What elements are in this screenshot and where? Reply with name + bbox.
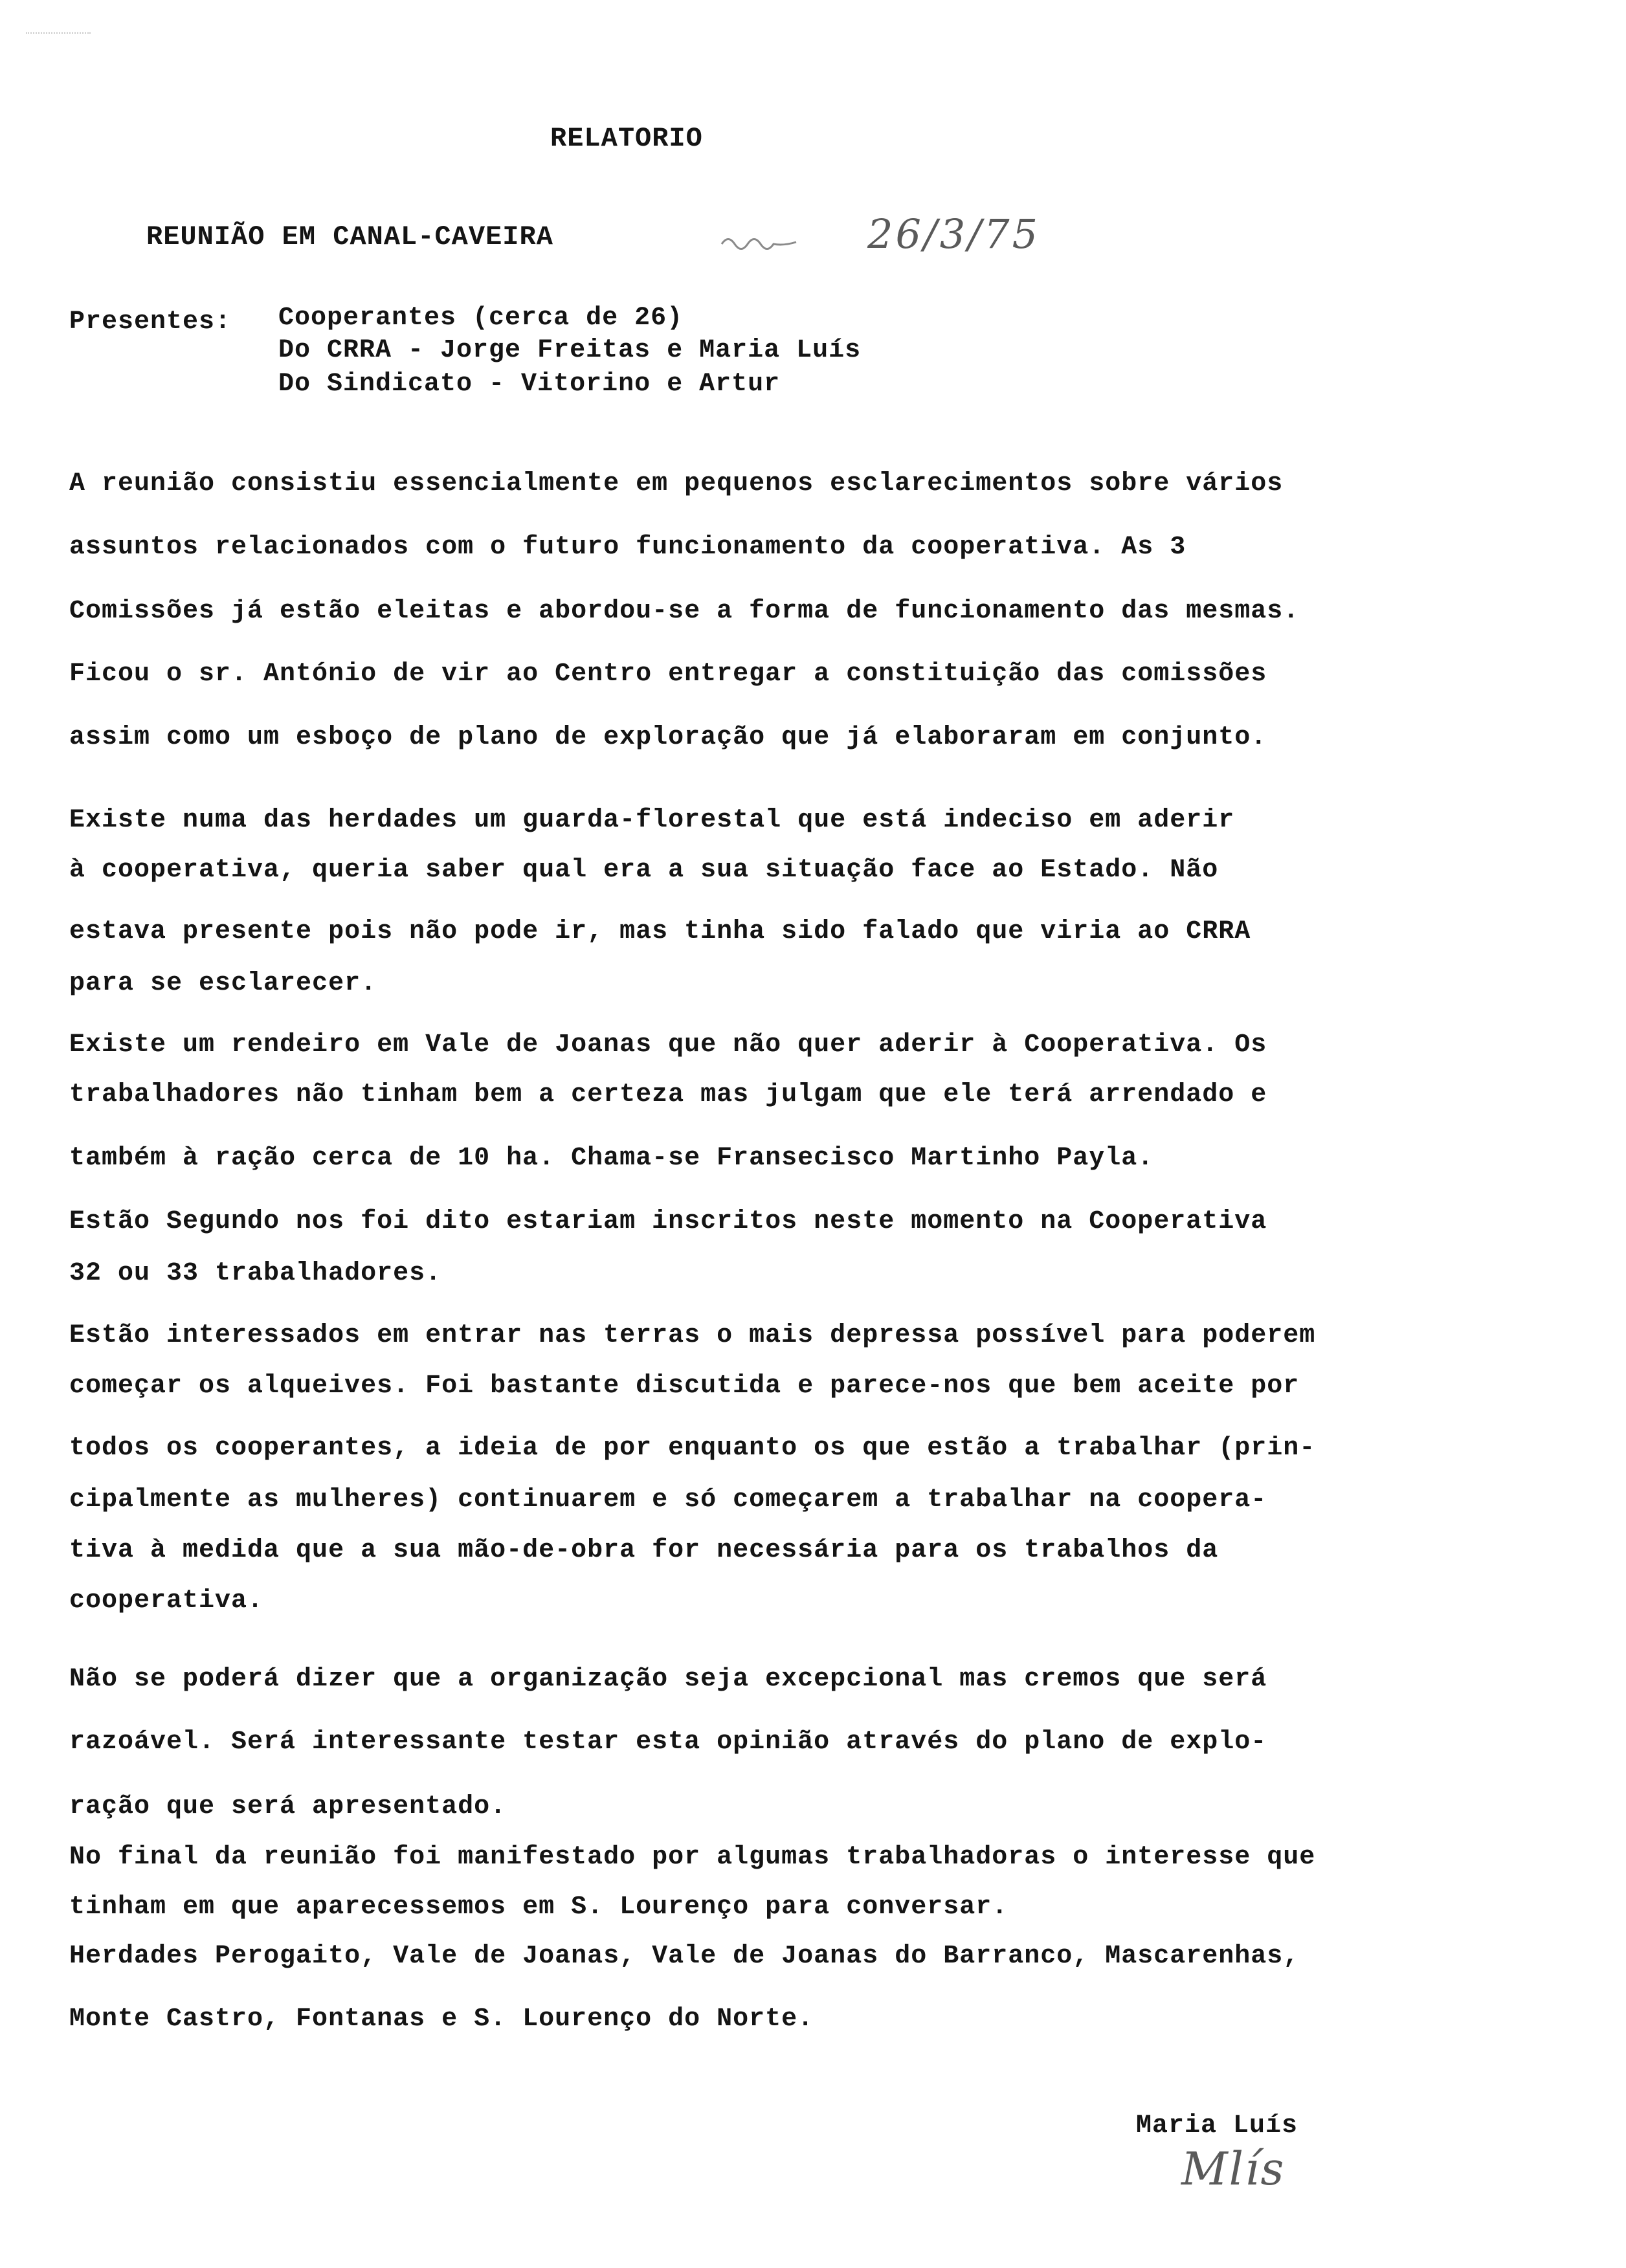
body-line: Existe numa das herdades um guarda-florestal que está indeciso em aderir: [69, 806, 1235, 835]
attendees-line: Do CRRA - Jorge Freitas e Maria Luís: [278, 336, 862, 365]
body-line: Estão interessados em entrar nas terras o mais depressa possível para poderem: [69, 1321, 1316, 1350]
body-line: Ficou o sr. António de vir ao Centro entregar a constituição das comissões: [69, 660, 1267, 689]
body-line: começar os alqueives. Foi bastante discutida e parece-nos que bem aceite por: [69, 1372, 1300, 1401]
body-line: trabalhadores não tinham bem a certeza mas julgam que ele terá arrendado e: [69, 1080, 1267, 1109]
body-line: Herdades Perogaito, Vale de Joanas, Vale de Joanas do Barranco, Mascarenhas,: [69, 1942, 1300, 1971]
attendees-line: Do Sindicato - Vitorino e Artur: [278, 370, 781, 399]
body-line: Comissões já estão eleitas e abordou-se a forma de funcionamento das mesmas.: [69, 597, 1300, 626]
attendees-label: Presentes:: [69, 307, 232, 337]
meeting-subtitle: REUNIÃO EM CANAL-CAVEIRA: [146, 221, 553, 252]
body-line: estava presente pois não pode ir, mas tinha sido falado que viria ao CRRA: [69, 917, 1251, 946]
body-line: No final da reunião foi manifestado por algumas trabalhadoras o interesse que: [69, 1843, 1316, 1872]
body-line: razoável. Será interessante testar esta opinião através do plano de explo-: [69, 1728, 1267, 1757]
document-title: RELATORIO: [550, 123, 703, 154]
body-line: Existe um rendeiro em Vale de Joanas que não quer aderir à Cooperativa. Os: [69, 1030, 1267, 1060]
body-line: Não se poderá dizer que a organização seja excepcional mas cremos que será: [69, 1665, 1267, 1694]
handwritten-date: 26/3/75: [867, 210, 1041, 258]
body-line: ração que será apresentado.: [69, 1792, 507, 1821]
body-line: cooperativa.: [69, 1586, 264, 1616]
body-line: Monte Castro, Fontanas e S. Lourenço do Norte.: [69, 2005, 814, 2034]
body-line: A reunião consistiu essencialmente em pequenos esclarecimentos sobre vários: [69, 469, 1284, 498]
body-line: assuntos relacionados com o futuro funcionamento da cooperativa. As 3: [69, 533, 1186, 562]
handwritten-signature: Mlís: [1181, 2142, 1286, 2196]
body-line: cipalmente as mulheres) continuarem e só começarem a trabalhar na coopera-: [69, 1485, 1267, 1515]
body-line: tiva à medida que a sua mão-de-obra for necessária para os trabalhos da: [69, 1536, 1219, 1565]
body-line: também à ração cerca de 10 ha. Chama-se Fransecisco Martinho Payla.: [69, 1144, 1154, 1173]
body-line: todos os cooperantes, a ideia de por enquanto os que estão a trabalhar (prin-: [69, 1434, 1316, 1463]
attendees-line: Cooperantes (cerca de 26): [278, 304, 684, 333]
body-line: tinham em que aparecessemos em S. Lourenço para conversar.: [69, 1893, 1008, 1922]
body-line: Estão Segundo nos foi dito estariam inscritos neste momento na Cooperativa: [69, 1207, 1267, 1236]
handwritten-squiggle: [718, 228, 816, 254]
signature-name: Maria Luís: [1136, 2111, 1298, 2140]
body-line: 32 ou 33 trabalhadores.: [69, 1259, 442, 1288]
body-line: assim como um esboço de plano de exploração que já elaboraram em conjunto.: [69, 723, 1267, 752]
body-line: à cooperativa, queria saber qual era a sua situação face ao Estado. Não: [69, 856, 1219, 885]
body-line: para se esclarecer.: [69, 969, 377, 998]
scan-artifact: [26, 32, 91, 34]
